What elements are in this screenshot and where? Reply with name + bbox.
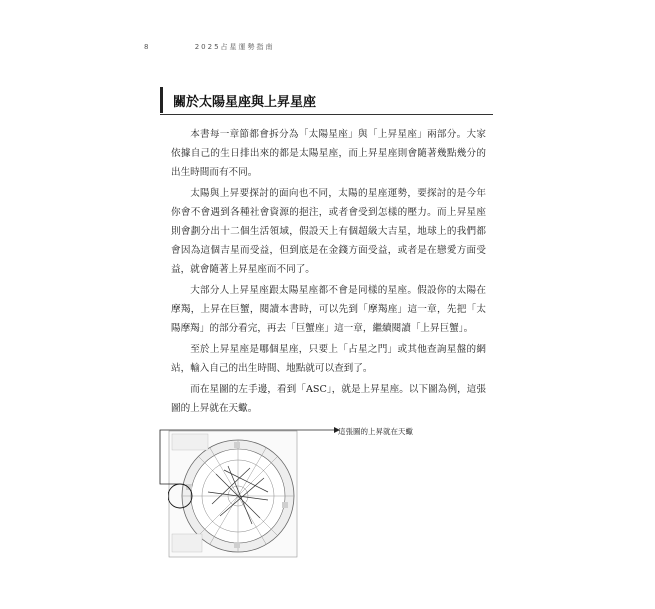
section-title: 關於太陽星座與上昇星座: [173, 95, 317, 110]
paragraph: 本書每一章節都會拆分為「太陽星座」與「上昇星座」兩部分。大家依據自己的生日排出來的都是太陽星座，而上昇星座則會隨著幾點幾分的出生時間而有不同。: [171, 129, 486, 178]
figure-callout: 這張圖的上昇就在天蠍: [338, 427, 413, 436]
paragraph: 太陽與上昇要探討的面向也不同，太陽的星座運勢，要探討的是今年你會不會遇到各種社會資源的挹注，或者會受到怎樣的壓力。而上昇星座則會劃分出十二個生活領域，假設天上有個超級大吉星，地球上的我們都會因為這個吉星而受益，但到底是在金錢方面受益，或者是在戀愛方面受益，就會隨著上昇星座而不同了。: [171, 188, 486, 275]
running-header: [144, 42, 275, 52]
paragraph: 大部分人上昇星座跟太陽星座都不會是同樣的星座。假設你的太陽在摩羯，上昇在巨蟹，閱讀本書時，可以先到「摩羯座」這一章，先把「太陽摩羯」的部分看完，再去「巨蟹座」這一章，繼續閱讀「上昇巨蟹」。: [171, 285, 486, 334]
paragraph: 至於上昇星座是哪個星座，只要上「占星之門」或其他查詢星盤的網站，輸入自己的出生時間、地點就可以查到了。: [171, 344, 486, 374]
page-number: 8: [144, 43, 151, 51]
callout-connector: [168, 430, 343, 558]
natal-chart-figure: [168, 430, 298, 558]
paragraph: 而在星圖的左手邊，看到「ASC」，就是上昇星座。以下圖為例，這張圖的上昇就在天蠍。: [171, 384, 486, 414]
title-underline: [160, 114, 493, 115]
body-text: [171, 125, 486, 420]
book-title: 2025占星運勢指南: [194, 43, 275, 51]
section-title-bar: [160, 87, 493, 113]
